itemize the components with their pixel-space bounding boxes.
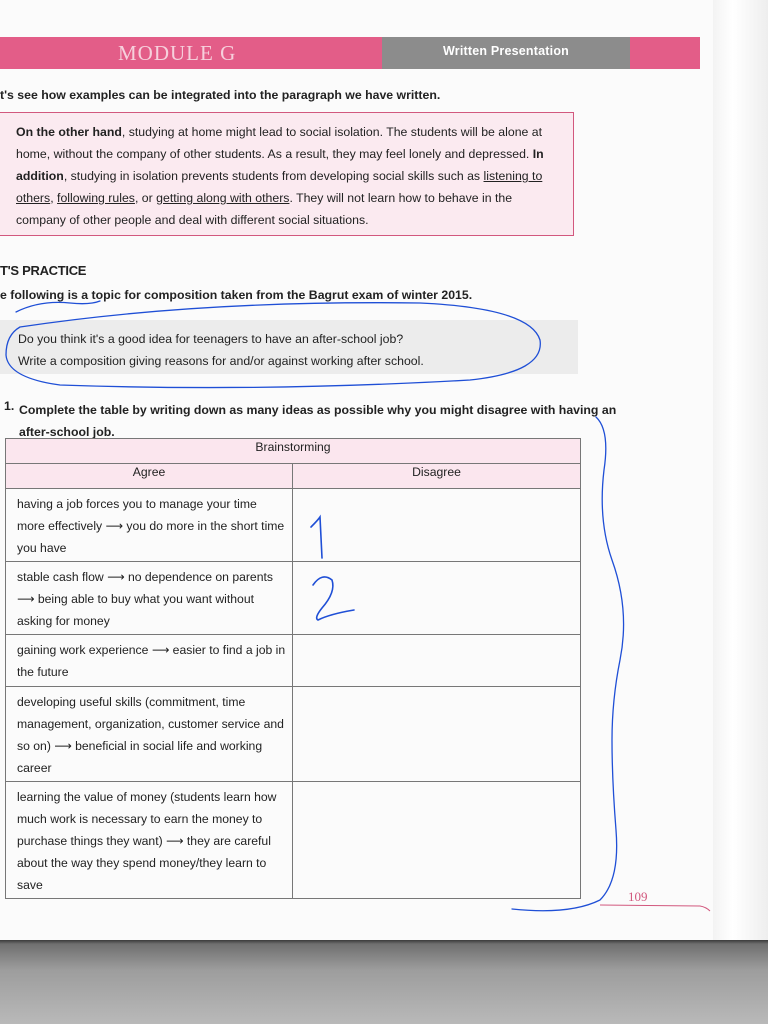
module-title: MODULE G <box>0 37 382 69</box>
agree-cell: gaining work experience ⟶ easier to find a job in the future <box>6 635 293 687</box>
linker-on-the-other-hand: On the other hand <box>16 125 122 139</box>
paragraph-text: , <box>50 191 58 205</box>
practice-heading: T'S PRACTICE <box>0 263 87 278</box>
example-1: listening to others <box>16 169 543 205</box>
header-accent <box>630 37 700 69</box>
table-row <box>6 489 581 562</box>
task-line-2: after-school job. <box>19 425 115 439</box>
column-disagree: Disagree <box>293 464 581 489</box>
topic-instruction: Write a composition giving reasons for and/or against working after school. <box>18 354 424 368</box>
disagree-cell[interactable] <box>293 489 581 562</box>
topic-question: Do you think it's a good idea for teenagers to have an after-school job? <box>18 332 404 346</box>
disagree-cell[interactable] <box>293 562 581 635</box>
example-3: getting along with others <box>156 191 290 205</box>
example-2: following rules <box>57 191 135 205</box>
table-row <box>6 687 581 782</box>
module-header <box>0 37 700 69</box>
disagree-cell[interactable] <box>293 687 581 782</box>
section-title: Written Presentation <box>382 37 630 69</box>
topic-box <box>0 320 578 374</box>
paragraph-text: , studying in isolation prevents students from developing social skills such as <box>63 169 484 183</box>
table-row <box>6 562 581 635</box>
table-row <box>6 782 581 899</box>
task-number: 1. <box>4 399 15 413</box>
linker-in-addition: In addition <box>16 147 544 183</box>
paragraph-text: . They will not learn how to behave in the company of other people and deal with different social situations. <box>16 191 513 227</box>
agree-cell: developing useful skills (commitment, time management, organization, customer service and so on) ⟶ beneficial in social life and working career <box>6 687 293 782</box>
table-title: Brainstorming <box>6 439 581 464</box>
table-row <box>6 635 581 687</box>
disagree-cell[interactable] <box>293 782 581 899</box>
scan-margin-bottom <box>0 940 768 1024</box>
paragraph-text: , studying at home might lead to social isolation. The students will be alone at home, without the company of other students. As a result, they may feel lonely and depressed. <box>16 125 543 161</box>
topic-intro: e following is a topic for composition taken from the Bagrut exam of winter 2015. <box>0 288 473 302</box>
page-number-rule <box>600 902 713 914</box>
paragraph-text: , or <box>134 191 157 205</box>
page-number: 109 <box>628 889 648 904</box>
brainstorming-table <box>5 438 581 899</box>
agree-cell: having a job forces you to manage your time more effectively ⟶ you do more in the short time you have <box>6 489 293 562</box>
agree-cell: learning the value of money (students learn how much work is necessary to earn the money to purchase things they want) ⟶ they are careful about the way they spend money/they learn to save <box>6 782 293 899</box>
task-line-1: Complete the table by writing down as many ideas as possible why you might disagree with having an <box>19 403 617 417</box>
disagree-cell[interactable] <box>293 635 581 687</box>
scan-margin-right <box>713 0 768 940</box>
agree-cell: stable cash flow ⟶ no dependence on parents ⟶ being able to buy what you want without asking for money <box>6 562 293 635</box>
column-agree: Agree <box>6 464 293 489</box>
intro-line: t's see how examples can be integrated into the paragraph we have written. <box>0 88 441 102</box>
task-instruction <box>19 399 616 443</box>
example-paragraph <box>0 112 574 236</box>
